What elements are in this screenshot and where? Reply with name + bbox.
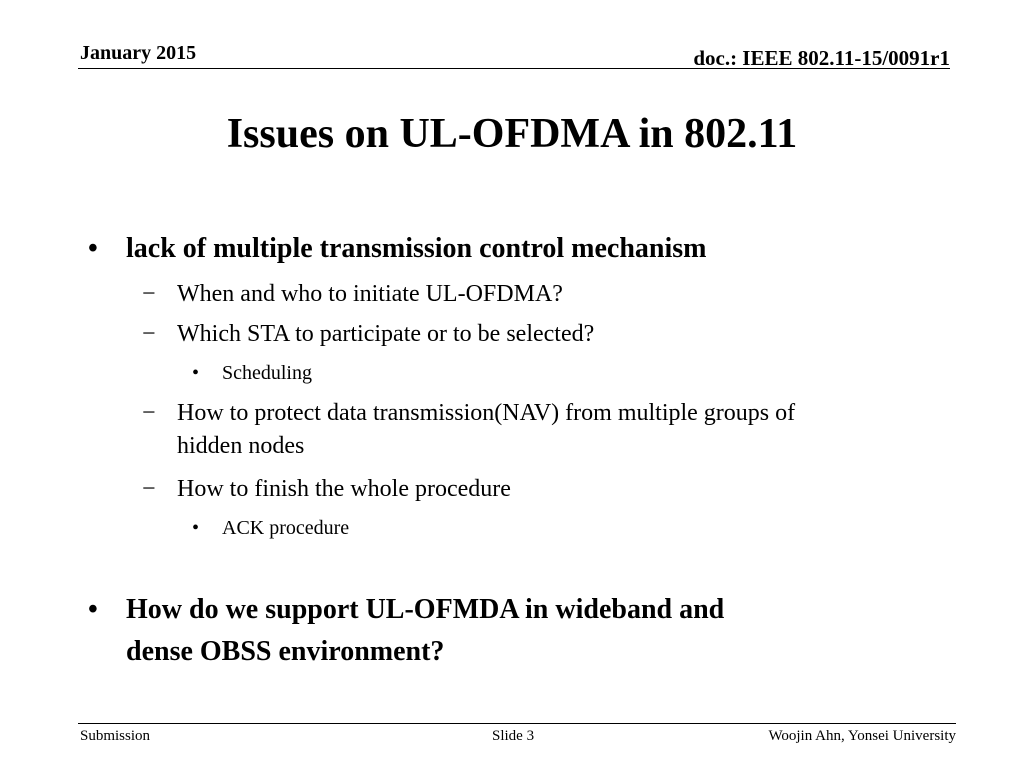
dash-marker: −	[142, 321, 156, 347]
sub-item-1: When and who to initiate UL-OFDMA?	[177, 281, 563, 307]
footer-author: Woojin Ahn, Yonsei University	[768, 728, 956, 744]
header-date: January 2015	[80, 42, 197, 64]
footer-submission: Submission	[80, 728, 151, 744]
bullet-item-2-line-2: dense OBSS environment?	[126, 636, 445, 667]
footer-slide-number: Slide 3	[492, 728, 535, 744]
header-divider	[78, 68, 950, 69]
slide-title: Issues on UL-OFDMA in 802.11	[226, 111, 798, 157]
bullet-item-2-line-1: How do we support UL-OFMDA in wideband and	[126, 594, 725, 625]
bullet-marker: •	[88, 233, 98, 264]
bullet-marker: •	[192, 362, 200, 384]
sub-sub-item-1: Scheduling	[222, 362, 312, 384]
header-doc-id: doc.: IEEE 802.11-15/0091r1	[693, 46, 950, 70]
bullet-marker: •	[192, 517, 200, 539]
dash-marker: −	[142, 476, 156, 502]
footer-divider	[78, 723, 956, 724]
dash-marker: −	[142, 400, 156, 426]
sub-item-3-line-1: How to protect data transmission(NAV) from multiple groups of	[177, 400, 796, 426]
sub-item-4: How to finish the whole procedure	[177, 476, 511, 502]
sub-sub-item-2: ACK procedure	[222, 517, 350, 539]
sub-item-3-line-2: hidden nodes	[177, 433, 305, 459]
bullet-marker: •	[88, 594, 98, 625]
dash-marker: −	[142, 281, 156, 307]
sub-item-2: Which STA to participate or to be selected?	[177, 321, 595, 347]
bullet-item-1: lack of multiple transmission control mechanism	[126, 233, 707, 264]
